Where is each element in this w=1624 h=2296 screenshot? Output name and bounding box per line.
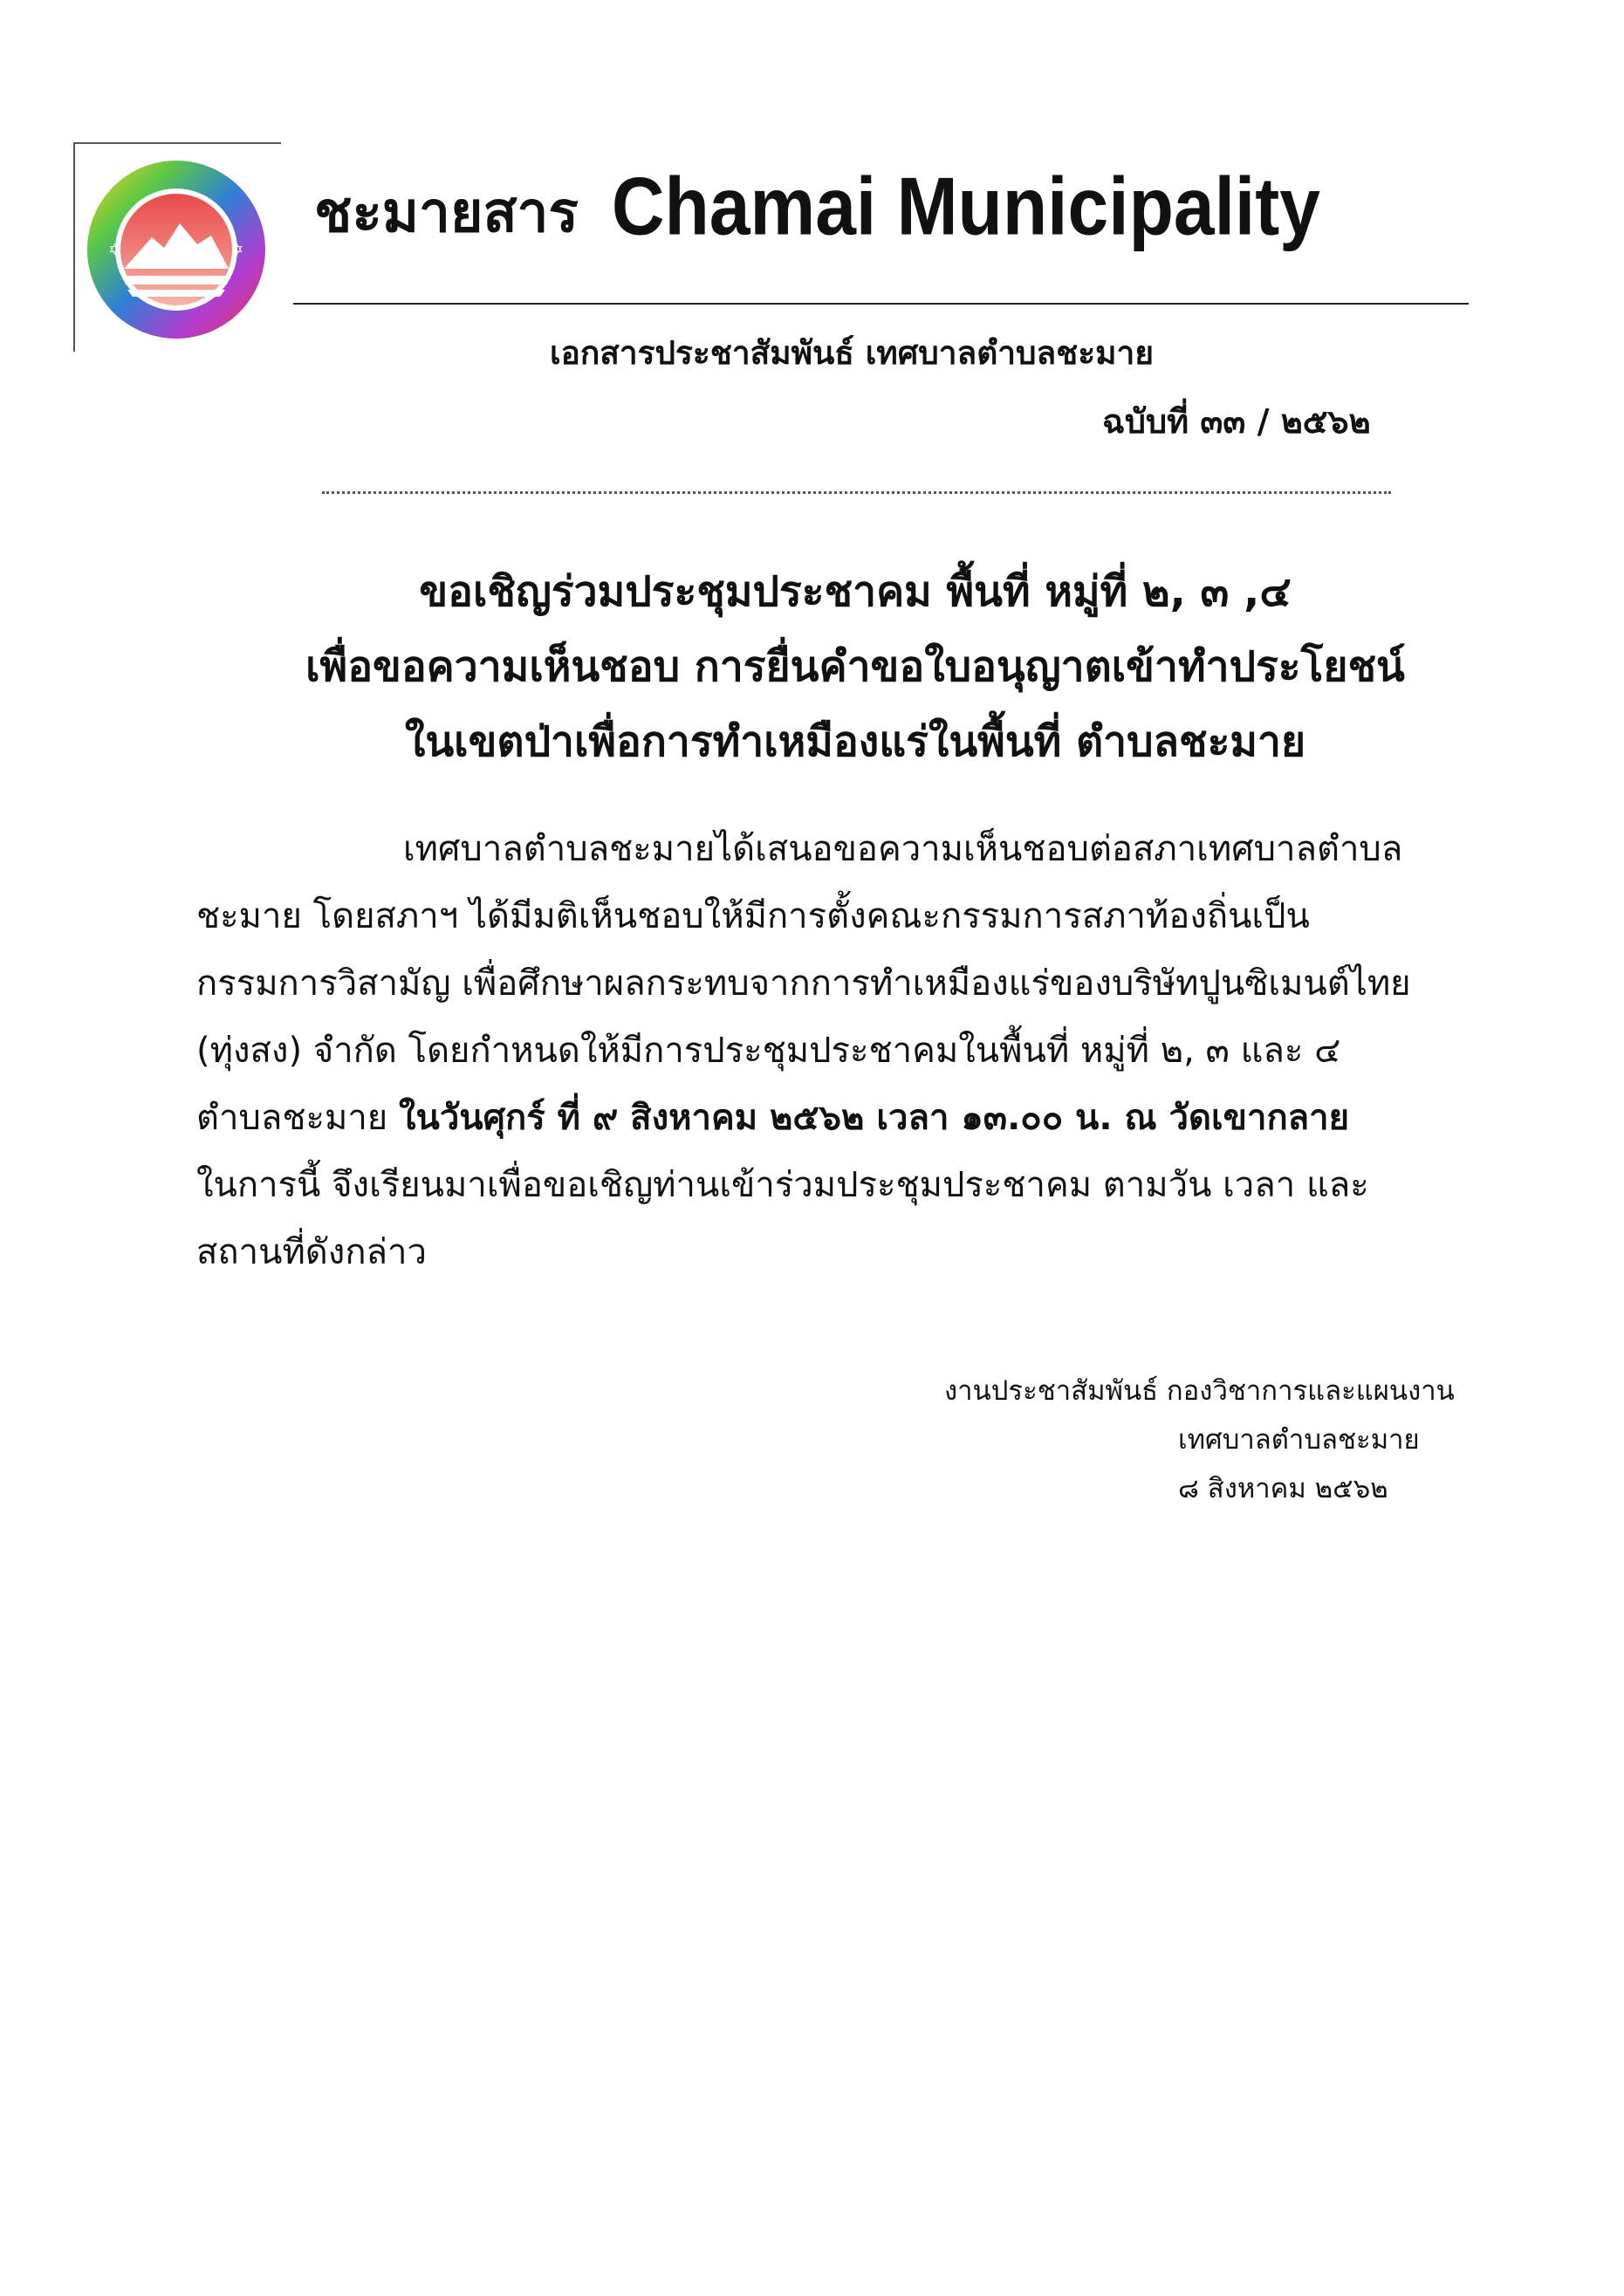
- body-line: [196, 1085, 1505, 1152]
- body-line: ชะมาย โดยสภาฯ ได้มีมติเห็นชอบให้มีการตั้งคณะกรรมการสภาท้องถิ่นเป็น: [196, 896, 1310, 936]
- masthead-english: Chamai Municipality: [611, 160, 1320, 252]
- municipality-seal-logo: [84, 157, 269, 342]
- body-line: สถานที่ดังกล่าว: [196, 1232, 427, 1272]
- announcement-body: [196, 816, 1505, 1286]
- header-rule: [293, 303, 1469, 305]
- issue-number: ฉบับที่ ๓๓ / ๒๕๖๒: [1102, 402, 1371, 441]
- signature-date: ๘ สิงหาคม ๒๕๖๒: [1178, 1473, 1388, 1504]
- signature-org: เทศบาลตำบลชะมาย: [1178, 1424, 1420, 1456]
- dotted-divider: [322, 491, 1391, 494]
- svg-text:✡: ✡: [230, 241, 244, 259]
- body-line: กรรมการวิสามัญ เพื่อศึกษาผลกระทบจากการทำเหมืองแร่ของบริษัทปูนซิเมนต์ไทย: [196, 963, 1411, 1004]
- masthead-thai: ชะมายสาร: [314, 181, 579, 245]
- meeting-datetime-venue: ในวันศุกร์ ที่ ๙ สิงหาคม ๒๕๖๒ เวลา ๑๓.๐๐ น. ณ วัดเขากลาย: [398, 1098, 1350, 1138]
- announcement-title: [131, 554, 1579, 779]
- body-line: ในการนี้ จึงเรียนมาเพื่อขอเชิญท่านเข้าร่วมประชุมประชาคม ตามวัน เวลา และ: [196, 1165, 1369, 1205]
- body-text: ตำบลชะมาย: [196, 1098, 399, 1138]
- document-subtitle: เอกสารประชาสัมพันธ์ เทศบาลตำบลชะมาย: [550, 334, 1154, 372]
- signature-unit: งานประชาสัมพันธ์ กองวิชาการและแผนงาน: [944, 1375, 1455, 1407]
- body-line: เทศบาลตำบลชะมายได้เสนอขอความเห็นชอบต่อสภาเทศบาลตำบล: [403, 829, 1403, 869]
- masthead: [314, 160, 1320, 269]
- svg-text:✡: ✡: [108, 241, 122, 259]
- title-line: ในเขตป่าเพื่อการทำเหมืองแร่ในพื้นที่ ตำบลชะมาย: [404, 717, 1306, 766]
- title-line: เพื่อขอความเห็นชอบ การยื่นคำขอใบอนุญาตเข้าทำประโยชน์: [305, 642, 1405, 691]
- title-line: ขอเชิญร่วมประชุมประชาคม พื้นที่ หมู่ที่ ๒, ๓ ,๔: [419, 567, 1292, 616]
- body-line: (ทุ่งสง) จำกัด โดยกำหนดให้มีการประชุมประชาคมในพื้นที่ หมู่ที่ ๒, ๓ และ ๔: [196, 1031, 1341, 1071]
